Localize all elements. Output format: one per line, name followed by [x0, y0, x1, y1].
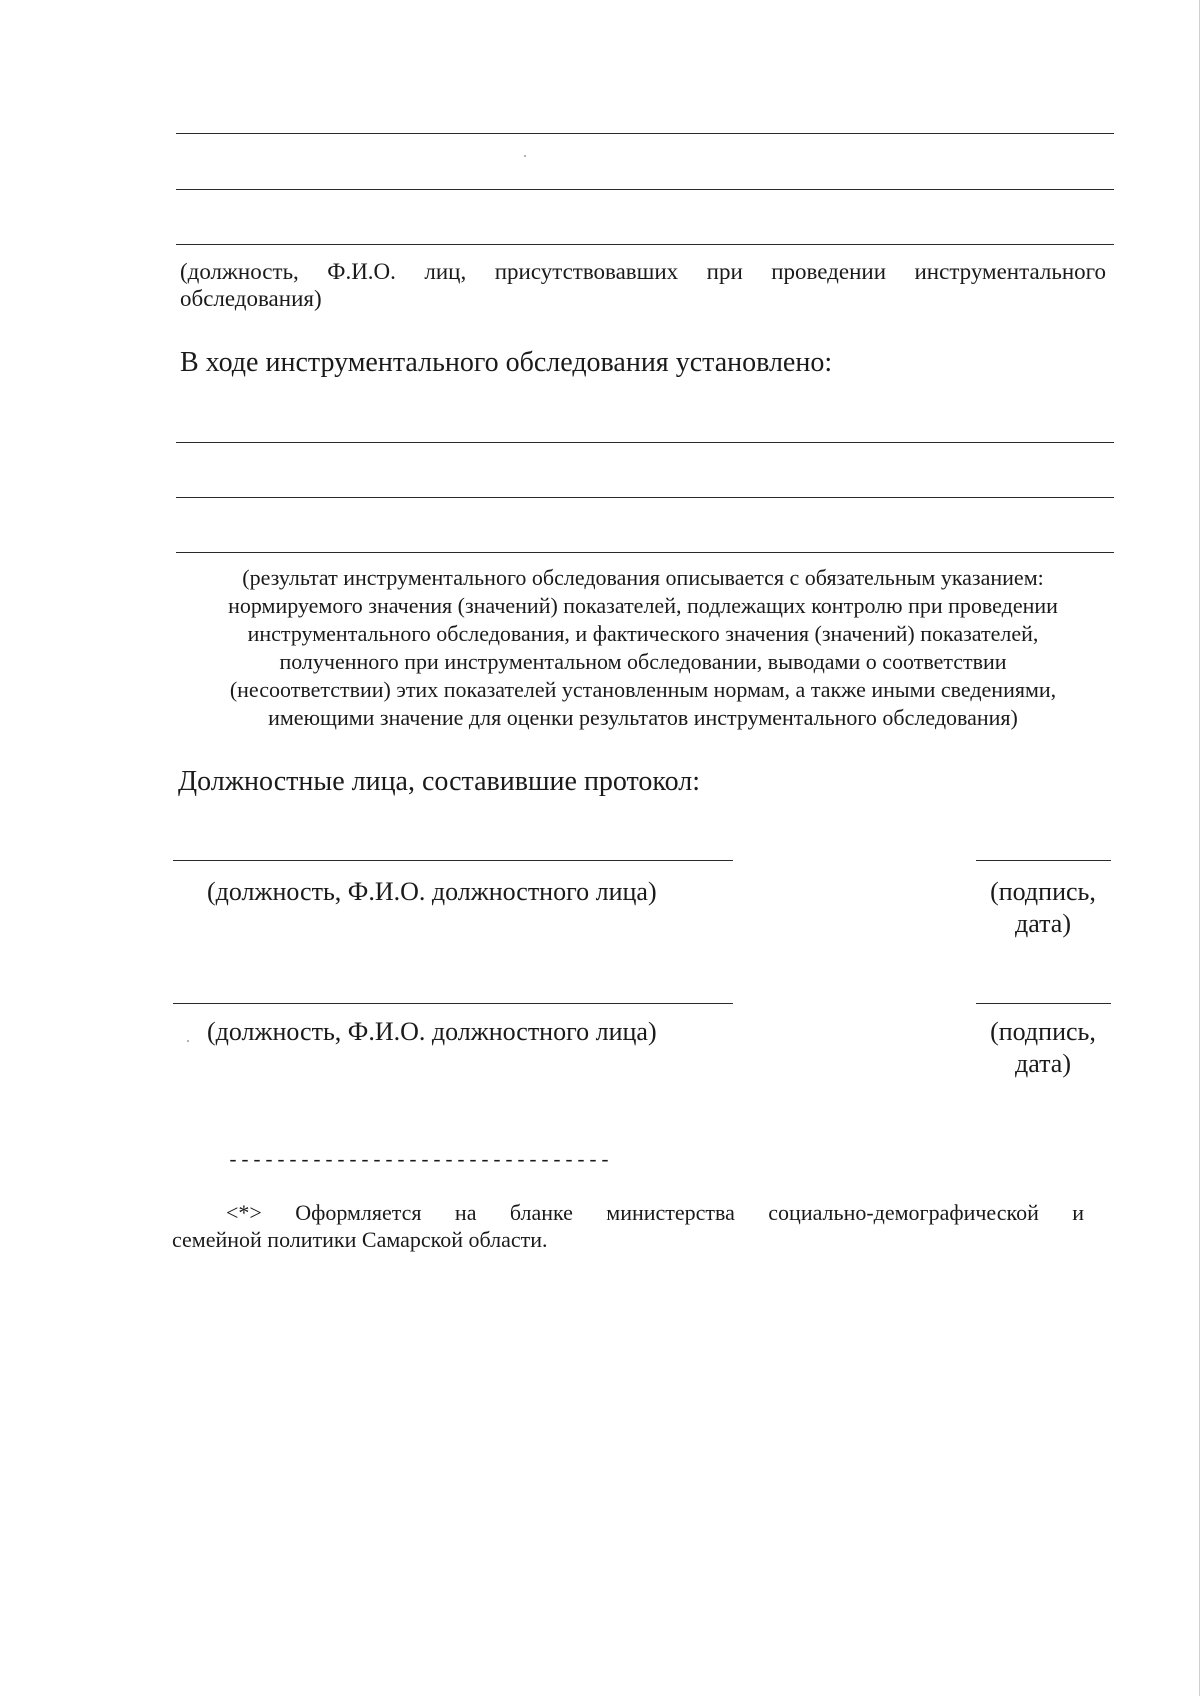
findings-heading: В ходе инструментального обследования установлено:	[180, 347, 833, 378]
signature-caption-line: дата)	[1015, 909, 1071, 938]
result-note-line: полученного при инструментальном обследовании, выводами о соответствии	[279, 649, 1007, 674]
result-note-line: инструментального обследования, и фактического значения (значений) показателей,	[247, 621, 1039, 646]
attendees-blank-line-1	[176, 133, 1114, 134]
result-note-line: (результат инструментального обследования описывается с обязательным указанием:	[242, 565, 1044, 590]
footnote-line-2: семейной политики Самарской области.	[172, 1227, 548, 1252]
signature-caption-line: (подпись,	[990, 877, 1096, 906]
attendees-blank-line-2	[176, 189, 1114, 190]
signature-caption-2	[973, 1016, 1113, 1080]
position-blank-line-1	[173, 860, 733, 861]
findings-blank-line-3	[176, 552, 1114, 553]
signature-blank-line-2	[976, 1003, 1111, 1004]
signature-caption-line: (подпись,	[990, 1017, 1096, 1046]
footnote	[172, 1199, 1084, 1253]
result-note	[173, 564, 1113, 732]
scan-speck	[187, 1040, 189, 1042]
attendees-caption-line-1: (должность, Ф.И.О. лиц, присутствовавших при проведении инструментального	[180, 259, 1106, 284]
signature-blank-line-1	[976, 860, 1111, 861]
position-caption-2: (должность, Ф.И.О. должностного лица)	[207, 1017, 657, 1046]
attendees-blank-line-3	[176, 244, 1114, 245]
findings-blank-line-1	[176, 442, 1114, 443]
attendees-caption	[180, 258, 1106, 312]
position-blank-line-2	[173, 1003, 733, 1004]
signature-caption-1	[973, 876, 1113, 940]
scan-speck	[524, 155, 526, 157]
signature-caption-line: дата)	[1015, 1049, 1071, 1078]
findings-blank-line-2	[176, 497, 1114, 498]
attendees-caption-line-2: обследования)	[180, 286, 322, 311]
footnote-line-1: <*> Оформляется на бланке министерства социально-демографической и	[226, 1200, 1084, 1225]
result-note-line: имеющими значение для оценки результатов инструментального обследования)	[268, 705, 1018, 730]
footnote-separator: --------------------------------	[227, 1150, 612, 1173]
officials-heading: Должностные лица, составившие протокол:	[178, 766, 700, 797]
position-caption-1: (должность, Ф.И.О. должностного лица)	[207, 877, 657, 906]
result-note-line: (несоответствии) этих показателей установленным нормам, а также иными сведениями,	[229, 677, 1057, 702]
result-note-line: нормируемого значения (значений) показателей, подлежащих контролю при проведении	[228, 593, 1058, 618]
